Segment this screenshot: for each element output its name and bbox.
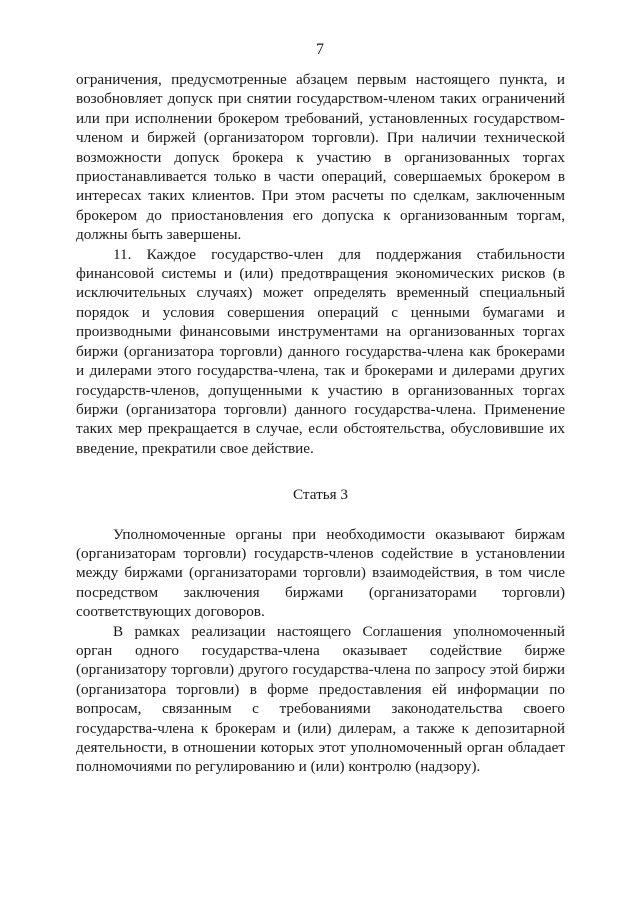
paragraph-continuation: ограничения, предусмотренные абзацем первым настоящего пункта, и возобновляет допуск при снятии государством-членом таких ограничений или при исполнении брокером требований, установленных государством-членом и биржей (организатором торговли). При наличии технической возможности допуск брокера к участию в организованных торгах приостанавливается только в части операций, совершаемых брокером в интересах таких клиентов. При этом расчеты по сделкам, заключенным брокером до приостановления его допуска к организованным торгам, должны быть завершены.: [76, 71, 565, 244]
page-number: 7: [316, 41, 324, 58]
paragraph-article-3-first: Уполномоченные органы при необходимости оказывают биржам (организаторам торговли) государств-членов содействие в установлении между биржами (организаторами торговли) взаимодействия, в том числе посредством заключения биржами (организаторами торговли) соответствующих договоров.: [76, 525, 565, 621]
paragraph-item-11: 11. Каждое государство-член для поддержания стабильности финансовой системы и (или) предотвращения экономических рисков (в исключительных случаях) может определять временный специальный порядок и условия совершения операций с ценными бумагами и производными финансовыми инструментами на организованных торгах биржи (организатора торговли) данного государства-члена как брокерами и дилерами этого государства-члена, так и брокерами и дилерами других государств-членов, допущенными к участию в организованных торгах биржи (организатора торговли) данного государства-члена. Применение таких мер прекращается в случае, если обстоятельства, обусловившие их введение, прекратили свое действие.: [76, 245, 565, 457]
paragraph-article-3-second: В рамках реализации настоящего Соглашения уполномоченный орган одного государства-члена оказывает содействие бирже (организатору торговли) другого государства-члена по запросу этой биржи (организатора торговли) в форме предоставления ей информации по вопросам, связанным с требованиями законодательства своего государства-члена к брокерам и (или) дилерам, а также к депозитарной деятельности, в отношении которых этот уполномоченный орган обладает полномочиями по регулированию и (или) контролю (надзору).: [76, 622, 565, 776]
document-body: [76, 70, 565, 777]
article-heading: Статья 3: [292, 486, 349, 504]
